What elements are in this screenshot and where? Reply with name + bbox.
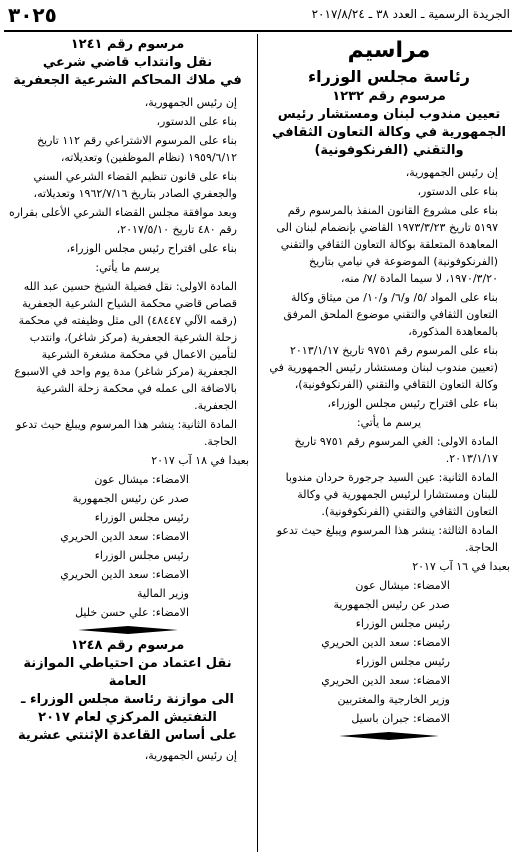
paragraph: بناء على المرسوم الاشتراعي رقم ١١٢ تاريخ ١٩٥٩/٦/١٢ (نظام الموظفين) وتعديلاته، [36,134,237,164]
paragraph: وبعد موافقة مجلس القضاء الشرعي الأعلى بقراره رقم ٤٨٠ تاريخ ٢٠١٧/٥/١٠، [8,206,237,236]
pm-title: رئيس مجلس الوزراء [94,511,189,524]
header-rule [4,30,512,32]
signature: الامضاء: سعد الدين الحريري [60,568,189,581]
decree-number: مرسوم رقم ١٢٤٨ [70,638,185,653]
decree-title: الى موازنة رئاسة مجلس الوزراء ـ [20,692,235,707]
pm-title: رئيس مجلس الوزراء [94,549,189,562]
article-2: المادة الثانية: عين السيد جرجورة حردان مندوبا للبنان ومستشارا لرئيس الجمهورية في وكالة التعاون الثقافي والتقني (الفرنكوفونية). [285,471,498,518]
decree-title: تعيين مندوب لبنان ومستشار رئيس الجمهورية في وكالة التعاون الثقافي والتقني (الفرنكوفونية) [271,107,507,158]
decree-preamble: يرسم ما يأتي: [356,416,422,429]
paragraph: إن رئيس الجمهورية، [405,166,498,179]
paragraph: بناء على الدستور، [156,115,237,128]
paragraph: إن رئيس الجمهورية، [144,749,237,762]
article-1: المادة الاولى: الغي المرسوم رقم ٩٧٥١ تاريخ ٢٠١٣/١/١٧. [294,435,498,465]
paragraph: إن رئيس الجمهورية، [144,96,237,109]
page-number: ٣٠٢٥ [8,3,57,27]
issued-by: صدر عن رئيس الجمهورية [333,598,450,611]
paragraph: بناء على المواد /٥/ و/٦/ و/١٠/ من ميثاق وكالة التعاون الثقافي والتقني موضوع الملحق المرفق بالمعاهدة المذكورة، [283,291,498,338]
gazette-issue-title: الجريدة الرسمية ـ العدد ٣٨ ـ ٢٠١٧/٨/٢٤ [311,7,510,21]
column-divider [257,34,258,852]
decree-title: نقل وانتداب قاضي شرعي [42,55,213,70]
signature: الامضاء: سعد الدين الحريري [60,530,189,543]
decree-title: نقل اعتماد من احتياطي الموازنة العامة [23,656,232,689]
signature: الامضاء: علي حسن خليل [75,606,189,619]
decree-date: بعبدا في ١٨ آب ٢٠١٧ [151,454,249,467]
signature: الامضاء: سعد الدين الحريري [321,636,450,649]
decree-title: في ملاك المحاكم الشرعية الجعفرية [13,73,242,88]
section-heading: مراسيم [347,38,431,63]
right-column [268,36,510,743]
signature: الامضاء: ميشال عون [355,579,450,592]
decree-title: التفتيش المركزي لعام ٢٠١٧ [38,710,217,725]
paragraph: بناء على قانون تنظيم القضاء الشرعي السني والجعفري الصادر بتاريخ ١٩٦٢/٧/١٦ وتعديلاته، [33,170,237,200]
paragraph: بناء على اقتراح رئيس مجلس الوزراء، [66,242,237,255]
section-subheading: رئاسة مجلس الوزراء [308,67,470,86]
pm-title: رئيس مجلس الوزراء [355,617,450,630]
article-1: المادة الاولى: نقل فضيلة الشيخ حسين عبد الله قصاص قاضي محكمة الشياح الشرعية الجعفرية (رقمه الآلي ٤٨٤٤٧) الى مثل وظيفته في محكمة زحلة الشرعية الجعفرية (مركز شاغر)، وانتدب لتأمين الاعمال في محكمة مشغرة الشرعية الجعفرية (مركز شاغر) مدة يوم واحد في الاسبوع بالاضافة الى عمله في محكمة زحلة الشرعية الجعفرية. [14,280,237,412]
signature: الامضاء: سعد الدين الحريري [321,674,450,687]
decree-date: بعبدا في ١٦ آب ٢٠١٧ [412,560,510,573]
article-3: المادة الثالثة: ينشر هذا المرسوم ويبلغ حيث تدعو الحاجة. [276,524,498,554]
end-ornament [268,729,510,743]
issued-by: صدر عن رئيس الجمهورية [72,492,189,505]
paragraph: بناء على مشروع القانون المنفذ بالمرسوم رقم ٥١٩٧ تاريخ ١٩٧٣/٣/٢٣ القاضي بإنضمام لبنان الى المعاهدة المتعلقة بوكالة التعاون الثقافي والتقني (الفرنكوفونية) الموضوعة في نيامي بتاريخ ١٩٧٠/٣/٢٠، لا سيما المادة /٧/ منه، [276,204,498,285]
paragraph: بناء على الدستور، [417,185,498,198]
decree-number: مرسوم رقم ١٢٣٢ [332,89,446,104]
left-column [6,36,249,766]
paragraph: بناء على المرسوم رقم ٩٧٥١ تاريخ ٢٠١٣/١/١٧ (تعيين مندوب لبنان ومستشار رئيس الجمهورية في وكالة التعاون الثقافي والتقني (الفرنكوفونية)، [269,344,498,391]
minister-title: وزير الخارجية والمغتربين [337,693,450,706]
decree-number: مرسوم رقم ١٢٤١ [70,37,185,52]
paragraph: بناء على اقتراح رئيس مجلس الوزراء، [327,397,498,410]
minister-title: وزير المالية [137,587,189,600]
page-header [0,0,516,30]
article-2: المادة الثانية: ينشر هذا المرسوم ويبلغ حيث تدعو الحاجة. [16,418,237,448]
signature: الامضاء: جبران باسيل [351,712,450,725]
decree-title: على أساس القاعدة الإثنتي عشرية [18,728,237,743]
end-ornament [6,623,249,637]
decree-preamble: يرسم ما يأتي: [95,261,160,274]
pm-title: رئيس مجلس الوزراء [355,655,450,668]
signature: الامضاء: ميشال عون [94,473,189,486]
